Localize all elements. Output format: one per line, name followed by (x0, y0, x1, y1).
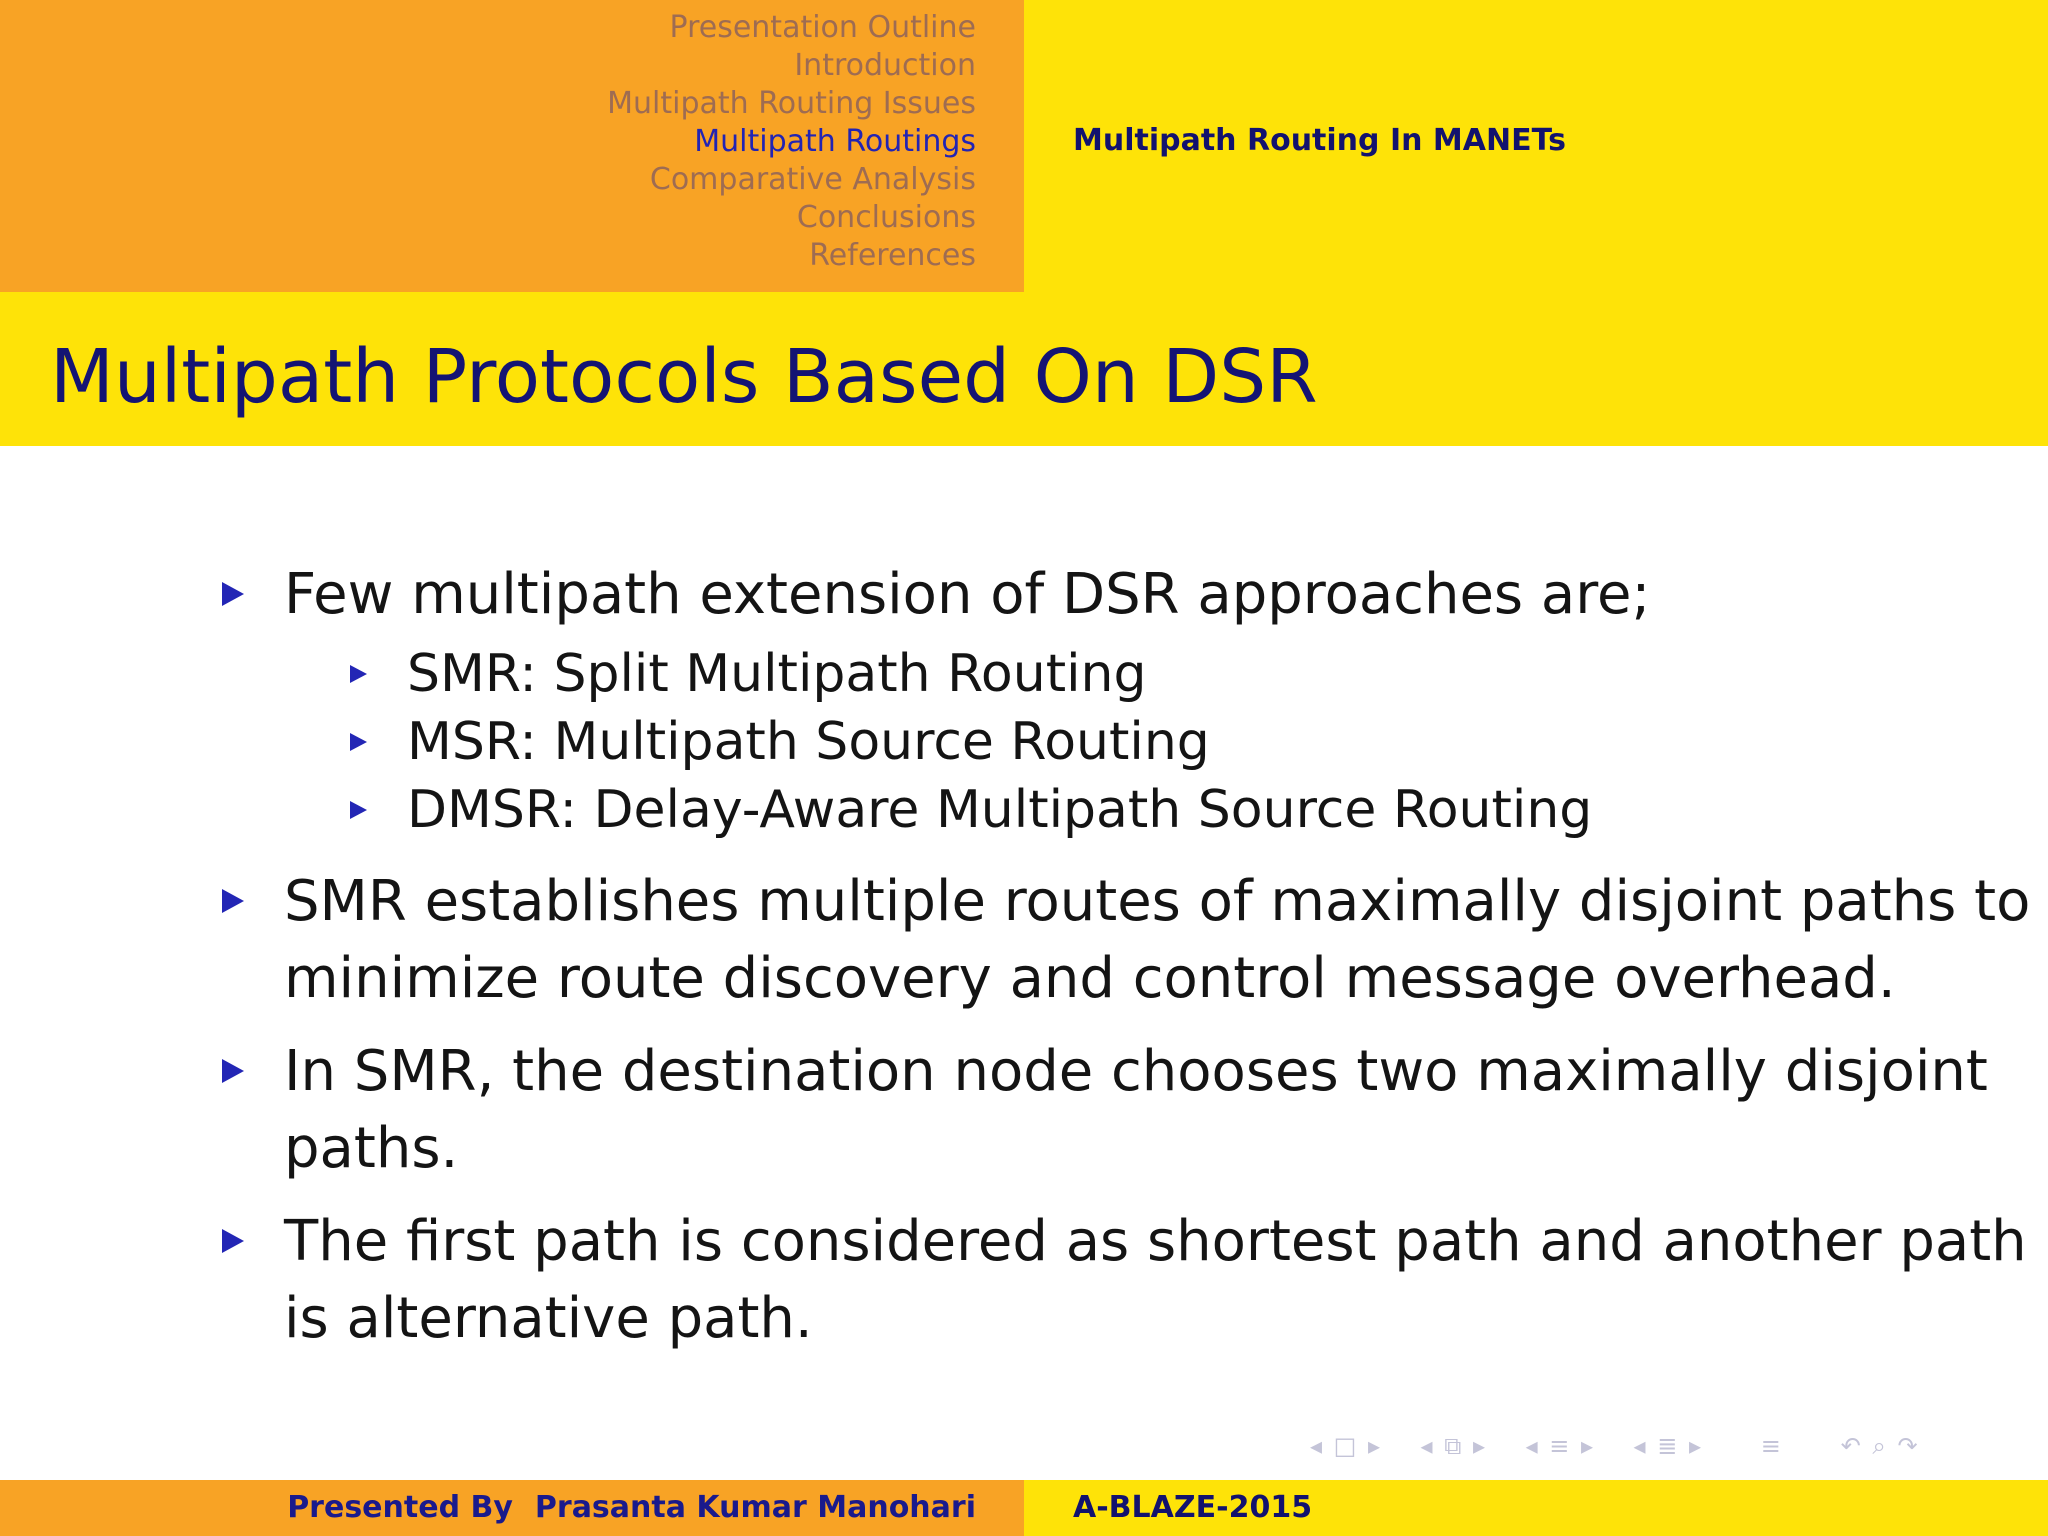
presentation-short-title: Multipath Routing In MANETs (1073, 123, 1566, 158)
sub-bullet-marker (350, 733, 367, 751)
footer-author (287, 1486, 976, 1530)
presented-by-label: Presented By (287, 1490, 513, 1525)
footer-event: A-BLAZE-2015 (1073, 1490, 1313, 1525)
outline-item-multipath-routings[interactable]: Multipath Routings (694, 124, 976, 159)
sub-bullet-marker (350, 801, 367, 819)
bullet-text-continued: minimize route discovery and control message overhead. (284, 946, 1896, 1011)
search-icon[interactable]: ↶ ⌕ ↷ (1840, 1432, 1920, 1460)
bullet-text: In SMR, the destination node chooses two maximally disjoint (284, 1039, 1988, 1104)
bullet-text-continued: paths. (284, 1116, 459, 1181)
section-outline (607, 9, 976, 275)
frame-nav-icon[interactable]: ◂ □ ▸ (1310, 1432, 1383, 1460)
subsection-nav-icon[interactable]: ◂ ⧉ ▸ (1420, 1432, 1488, 1460)
outline-item-introduction[interactable]: Introduction (794, 48, 976, 83)
bullet-marker (222, 889, 244, 913)
outline-item-multipath-routing-issues[interactable]: Multipath Routing Issues (607, 86, 976, 121)
author-name: Prasanta Kumar Manohari (534, 1490, 976, 1525)
appendix-nav-icon[interactable]: ≡ (1760, 1432, 1783, 1460)
bullet-text: SMR establishes multiple routes of maximally disjoint paths to (284, 869, 2031, 934)
bullet-marker (222, 1059, 244, 1083)
sub-bullet-text: DMSR: Delay-Aware Multipath Source Routing (407, 780, 1593, 840)
beamer-navigation-bar (1310, 1432, 1920, 1460)
bullet-text: Few multipath extension of DSR approaches are; (284, 562, 1651, 627)
outline-item-references[interactable]: References (809, 238, 976, 273)
sub-bullet-marker (350, 665, 367, 683)
outline-item-presentation-outline[interactable]: Presentation Outline (669, 10, 976, 45)
sub-bullet-text: MSR: Multipath Source Routing (407, 712, 1210, 772)
bullet-marker (222, 582, 244, 606)
bullet-marker (222, 1229, 244, 1253)
outline-item-comparative-analysis[interactable]: Comparative Analysis (649, 162, 976, 197)
outline-item-conclusions[interactable]: Conclusions (796, 200, 976, 235)
bullet-text: The first path is considered as shortest path and another path (284, 1209, 2027, 1274)
sub-bullet-text: SMR: Split Multipath Routing (407, 644, 1147, 704)
bullet-text-continued: is alternative path. (284, 1286, 813, 1351)
doc-nav-icon[interactable]: ◂ ≣ ▸ (1633, 1432, 1704, 1460)
section-nav-icon[interactable]: ◂ ≡ ▸ (1525, 1432, 1596, 1460)
slide-title: Multipath Protocols Based On DSR (50, 334, 1318, 420)
